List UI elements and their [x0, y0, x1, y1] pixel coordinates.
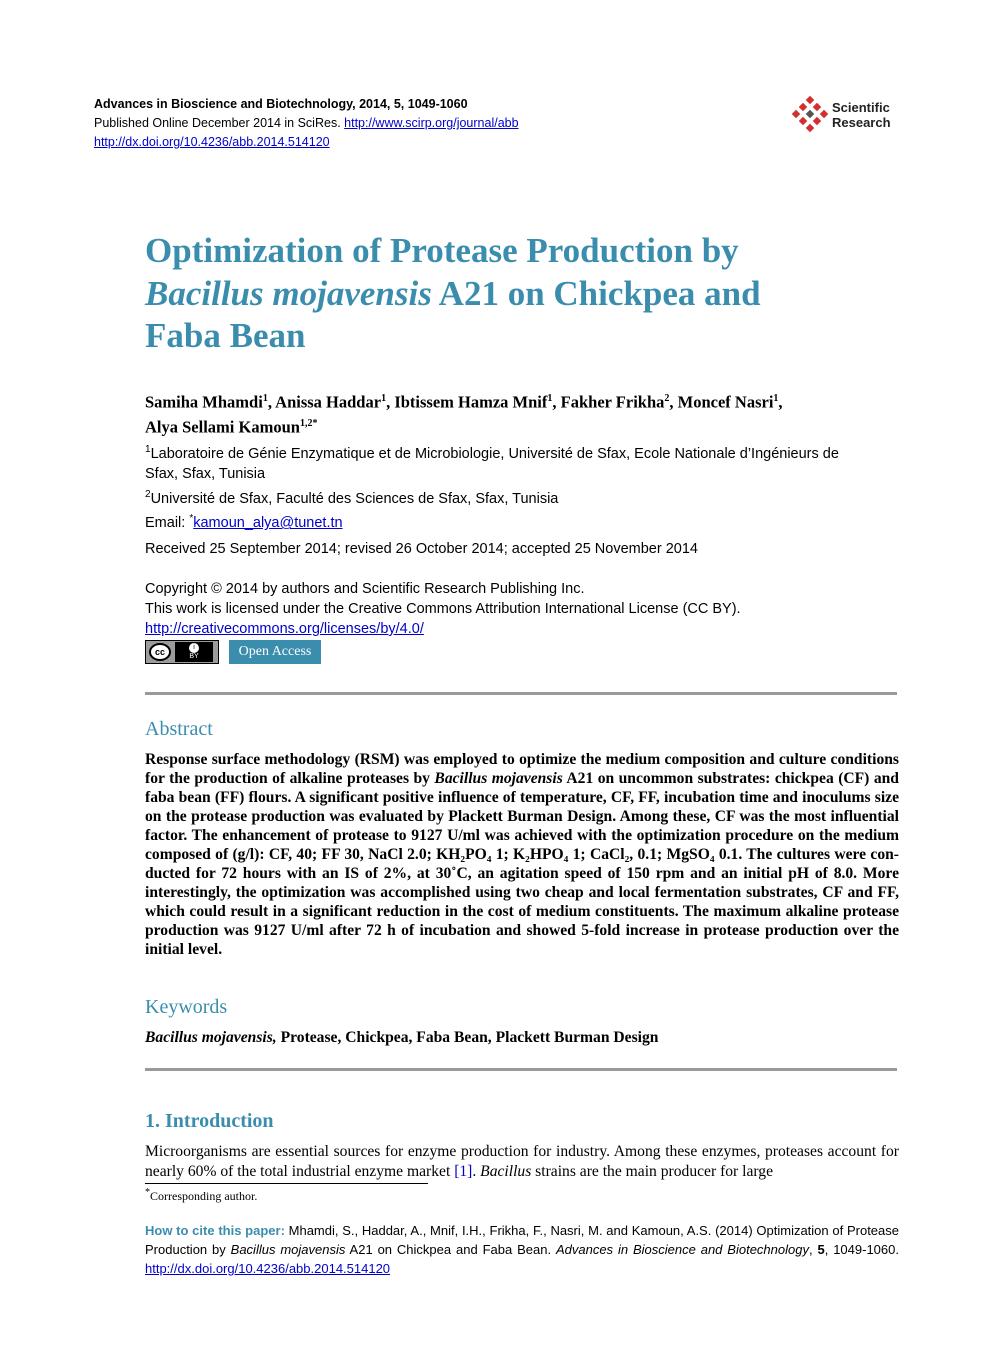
abstract-heading: Abstract	[145, 718, 213, 740]
intro-heading: 1. Introduction	[145, 1110, 274, 1132]
author-sup: 1,2*	[299, 417, 318, 429]
cite-journal: Advances in Bioscience and Biotechnology	[555, 1242, 809, 1257]
aff-sup: 1	[145, 444, 151, 455]
intro-t1: Microorganisms are essential sources for enzyme production for industry. Among these enzymes, proteases account for nearly 60% of the total industrial enzyme market	[145, 1143, 899, 1180]
cite-t4: , 1049-1060.	[824, 1242, 899, 1257]
author: Anissa Haddar	[275, 392, 382, 412]
copyright-block	[145, 579, 741, 639]
cite-t1: Mhamdi, S., Haddar, A., Mnif, I.H., Frikha, F., Nasri, M. and Kamoun, A.S. (2014) Optimization of Protease Production by	[145, 1223, 899, 1257]
title-species: Bacillus mojavensis	[145, 273, 432, 313]
doi-link[interactable]: http://dx.doi.org/10.4236/abb.2014.514120	[94, 135, 330, 149]
abstract-species: Bacillus mojavensis	[434, 770, 563, 787]
keywords-heading: Keywords	[145, 996, 228, 1018]
intro-body	[145, 1142, 899, 1182]
footnote-text: Corresponding author.	[150, 1189, 258, 1203]
cite-t2: A21 on Chickpea and Faba Bean.	[345, 1242, 556, 1257]
email-line	[145, 509, 885, 533]
divider	[145, 692, 897, 695]
logo-text	[832, 100, 891, 130]
title-line2	[145, 273, 865, 316]
logo-line2: Research	[832, 115, 891, 130]
cite-volume: 5	[817, 1242, 825, 1257]
email-label: Email:	[145, 514, 190, 531]
intro-t2: .	[472, 1163, 481, 1180]
doi-line	[94, 133, 519, 152]
how-to-cite	[145, 1221, 899, 1278]
title-line1: Optimization of Protease Production by	[145, 231, 739, 270]
by-label: BY	[189, 653, 199, 660]
author-sup: 1	[262, 393, 268, 404]
affiliation-2	[145, 485, 885, 509]
paper-title	[145, 230, 865, 358]
divider	[145, 1068, 897, 1071]
author: Alya Sellami Kamoun	[145, 417, 300, 436]
cite-species: Bacillus mojavensis	[230, 1242, 346, 1257]
abstract-p2: A21 on uncommon substrates: chickpea (CF) and faba bean (FF) flours. A significant positive influence of temperature, CF, FF, incubation time and inoculums size on the protease production was evaluated by Plackett Burman Design. Among these, CF was the most influential factor. The enhancement of protease to 9127 U/ml was achieved with the optimization procedure on the medium composed of (g/l): CF, 40; FF 30, NaCl 2.0; KH₂PO₄ 1; K₂HPO₄ 1; CaCl₂, 0.1; MgSO₄ 0.1. The cultures were conducted for 72 hours with an IS of 2%, at 30˚C, an agitation speed of 150 rpm and an initial pH of 8.0. More interestingly, the optimization was accomplished using two cheap and local fermentation substrates, CF and FF, which could result in a significant reduction in the cost of medium constituents. The maximum alkaline protease production was 9127 U/ml after 72 h of incubation and showed 5-fold increase in protease production over the initial level.	[145, 770, 899, 958]
publisher-logo	[790, 96, 900, 134]
abstract-p1: Response surface methodology (RSM) was employed to optimize the medium composition and culture conditions for the production of alkaline proteases by	[145, 751, 899, 787]
keywords-rest: Protease, Chickpea, Faba Bean, Plackett Burman Design	[276, 1029, 659, 1046]
cite-t3: ,	[808, 1242, 818, 1257]
affiliation-1	[145, 440, 885, 464]
author-list: Samiha Mhamdi$^1$, Anissa Haddar$^1$, Ibtissem Hamza Mnif$^1$, Fakher Frikha$^2$, Moncef Nasri$^1$, Alya Sellami Kamoun$^{1,2*}$	[145, 392, 783, 436]
author-sup: 1	[381, 393, 387, 404]
published-line	[94, 114, 519, 133]
footnote	[145, 1187, 257, 1204]
reference-link[interactable]: [1]	[454, 1163, 473, 1180]
email-sup: *	[189, 513, 194, 525]
journal-header	[94, 95, 519, 152]
aff2-text: Université de Sfax, Faculté des Sciences de Sfax, Sfax, Tunisia	[150, 490, 559, 507]
footnote-rule	[145, 1183, 428, 1184]
intro-genus: Bacillus	[480, 1163, 532, 1180]
received-dates: Received 25 September 2014; revised 26 October 2014; accepted 25 November 2014	[145, 541, 698, 557]
copyright-line: Copyright © 2014 by authors and Scientific Research Publishing Inc.	[145, 581, 585, 597]
aff1-line1: Laboratoire de Génie Enzymatique et de Microbiologie, Université de Sfax, Ecole Nationale d’Ingénieurs de	[150, 445, 839, 462]
author-sup: 1	[773, 393, 779, 404]
email-link[interactable]: kamoun_alya@tunet.tn	[193, 514, 343, 531]
author: Fakher Frikha	[560, 392, 665, 412]
author: Samiha Mhamdi	[145, 392, 263, 412]
open-access-badge[interactable]: Open Access	[229, 640, 321, 664]
abstract-body	[145, 750, 899, 959]
author-sup: 1	[547, 393, 553, 404]
title-line2-rest: A21 on Chickpea and	[431, 273, 761, 313]
person-icon: i	[189, 643, 199, 653]
intro-t3: strains are the main producer for large	[531, 1163, 774, 1180]
by-icon	[175, 642, 213, 662]
cc-by-badge[interactable]	[145, 640, 219, 664]
keywords-species: Bacillus mojavensis,	[145, 1029, 277, 1046]
published-text: Published Online December 2014 in SciRes.	[94, 116, 341, 130]
aff-sup: 2	[145, 488, 151, 500]
logo-line1: Scientific	[832, 100, 890, 115]
cite-doi-link[interactable]: http://dx.doi.org/10.4236/abb.2014.514120	[145, 1261, 391, 1276]
cc-icon: cc	[149, 643, 171, 661]
license-line: This work is licensed under the Creative Commons Attribution International License (CC BY).	[145, 601, 741, 617]
license-link[interactable]: http://creativecommons.org/licenses/by/4.0/	[145, 621, 424, 637]
affiliations	[145, 440, 885, 533]
author-sup: 2	[664, 393, 670, 404]
title-line3: Faba Bean	[145, 316, 306, 355]
scientific-research-logo-icon	[790, 96, 830, 134]
author: Ibtissem Hamza Mnif	[394, 392, 548, 412]
aff1-line2: Sfax, Sfax, Tunisia	[145, 466, 266, 483]
journal-url-link[interactable]: http://www.scirp.org/journal/abb	[344, 116, 519, 130]
author: Moncef Nasri	[677, 392, 774, 412]
journal-citation: Advances in Bioscience and Biotechnology, 2014, 5, 1049-1060	[94, 97, 468, 111]
keywords-body	[145, 1029, 658, 1047]
footnote-sup: *	[145, 1187, 150, 1198]
cite-label: How to cite this paper:	[145, 1223, 285, 1238]
